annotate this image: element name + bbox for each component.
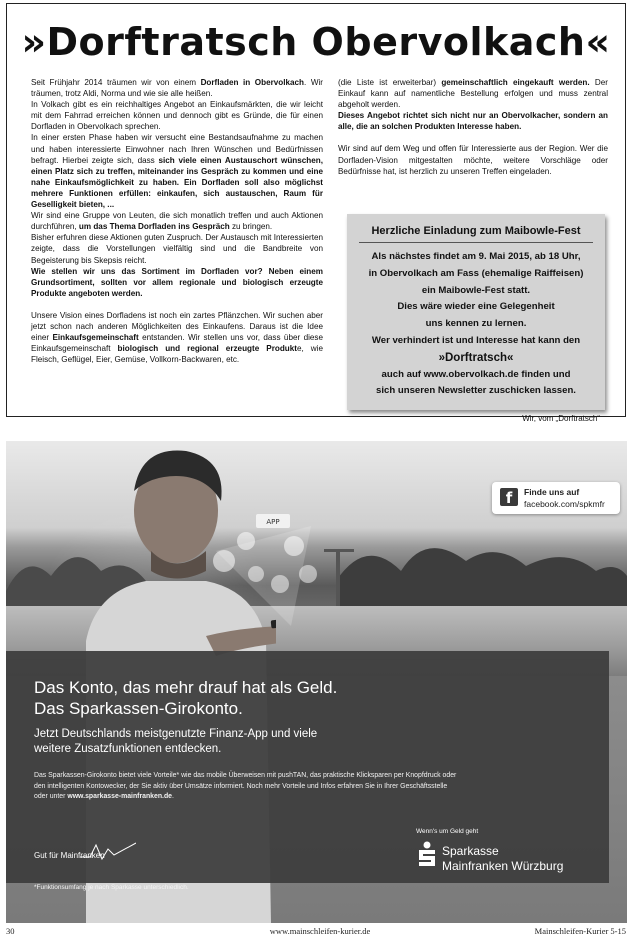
bold-text: Wie stellen wir uns das Sortiment im Dorfladen vor? Neben einem Grundsortiment, sollten vor allem regionale und biologisch erzeugte Produkte angeboten werden. bbox=[31, 266, 323, 298]
ad-subheadline bbox=[34, 727, 317, 757]
invitation-title: Herzliche Einladung zum Maibowle-Fest bbox=[359, 225, 593, 243]
article-left-column bbox=[31, 77, 323, 365]
paragraph: Wir sind auf dem Weg und offen für Interessierte aus der Region. Wer die Dorfladen-Vision mitgestalten möchte, weitere Vorschläge oder Bedürfnisse hat, ist herzlich zu unseren Treffen eingeladen. bbox=[338, 144, 608, 176]
body-line: Das Sparkassen-Girokonto bietet viele Vorteile* wie das mobile Überweisen mit pushTAN, das praktische Klicksparen per Knopfdruck oder bbox=[34, 772, 457, 779]
facebook-icon: f bbox=[500, 488, 518, 506]
bold-text: gemeinschaftlich eingekauft werden. bbox=[441, 78, 590, 87]
bold-text: Dieses Angebot richtet sich nicht nur an Obervolkacher, sondern an alle, die an solchen Produkten Interesse haben. bbox=[338, 111, 608, 132]
article-box bbox=[6, 3, 626, 417]
body-line-suffix: . bbox=[172, 793, 174, 801]
body-line bbox=[34, 792, 594, 803]
floating-app-icons bbox=[196, 506, 326, 626]
invitation-box bbox=[347, 214, 605, 410]
article-signature: Wir, vom „Dorftratsch“ bbox=[522, 414, 600, 423]
sparkasse-link[interactable]: www.sparkasse-mainfranken.de bbox=[67, 793, 173, 801]
invitation-line: sich unseren Newsletter zuschicken lassen. bbox=[376, 385, 576, 397]
article-title: »Dorftratsch Obervolkach« bbox=[21, 20, 611, 64]
paragraph: Wir sind eine Gruppe von Leuten, die sich monatlich treffen und auch Aktionen durchführen, um das Thema Dorfladen ins Gespräch zu bringen. bbox=[31, 211, 323, 232]
bold-text: Dorfladen in Obervolkach bbox=[200, 78, 305, 87]
headline-line: Das Konto, das mehr drauf hat als Geld. bbox=[34, 678, 338, 697]
ad-footnote: *Funktionsumfang je nach Sparkasse unterschiedlich. bbox=[34, 884, 189, 891]
invitation-line: in Obervolkach am Fass (ehemalige Raiffeisen) bbox=[368, 267, 584, 279]
body-line-prefix: oder unter bbox=[34, 793, 68, 801]
invitation-line: Dies wäre wieder eine Gelegenheit bbox=[397, 301, 555, 313]
paragraph bbox=[31, 266, 323, 299]
sparkasse-name bbox=[442, 844, 563, 874]
invitation-line: uns kennen zu lernen. bbox=[425, 318, 527, 330]
paragraph-gap bbox=[31, 299, 323, 310]
ad-body-text bbox=[34, 771, 594, 803]
paragraph: Bisher erfuhren diese Aktionen guten Zuspruch. Der Austausch mit Interessierten zeigte, dass die Vorstellungen vielfältig sind und die Bandbreite von Begeisterung bis Skepsis reicht. bbox=[31, 233, 323, 265]
invitation-line: ein Maibowle-Fest statt. bbox=[421, 284, 531, 296]
invitation-line: Als nächstes findet am 9. Mai 2015, ab 18 Uhr, bbox=[371, 251, 581, 262]
sparkasse-logo-icon bbox=[418, 841, 436, 867]
sparkasse-name-line: Sparkasse bbox=[442, 844, 499, 858]
paragraph: Seit Frühjahr 2014 träumen wir von einem Dorfladen in Obervolkach. Wir träumen, trotz Aldi, Norma und wie sie alle heißen. bbox=[31, 78, 323, 99]
sparkasse-advertisement bbox=[6, 441, 627, 923]
invitation-line: Wer verhindert ist und Interesse hat kann den bbox=[371, 334, 581, 346]
gut-fuer-mainfranken: Gut für Mainfranken bbox=[34, 851, 105, 860]
facebook-line1: Finde uns auf bbox=[524, 487, 580, 497]
facebook-badge[interactable] bbox=[492, 482, 620, 514]
bold-text: um das Thema Dorfladen ins Gespräch bbox=[78, 222, 230, 232]
invitation-line: auch auf www.obervolkach.de finden und bbox=[381, 368, 571, 380]
headline-line: Das Sparkassen-Girokonto. bbox=[34, 699, 243, 718]
paragraph: In einer ersten Phase haben wir versucht eine Bestandsaufnahme zu machen und haben interessierte Einwohner nach Ihren Wünschen und Bedürfnissen befragt. Hierbei zeigte sich, dass sich viele einen Austauschort wünschen, einen Platz sich zu treffen, miteinander ins Gespräch zu kommen und eine nahe Einkaufsmöglichkeit zu haben. Ein Dorfladen soll also möglichst mehrere Funktionen erfüllen: einkaufen, sich austauschen, Raum für Geselligkeit bieten, ... bbox=[31, 133, 323, 210]
footer-url[interactable]: www.mainschleifen-kurier.de bbox=[269, 926, 371, 936]
app-label: APP bbox=[266, 518, 280, 526]
sparkasse-name-line: Mainfranken Würzburg bbox=[442, 859, 564, 873]
bold-text: biologisch und regional erzeugte Produkt bbox=[117, 344, 297, 354]
page-number: 30 bbox=[6, 926, 15, 936]
subheadline-line: weitere Zusatzfunktionen entdecken. bbox=[34, 743, 222, 755]
paragraph bbox=[338, 110, 608, 132]
facebook-url[interactable]: facebook.com/spkmfr bbox=[524, 499, 605, 509]
invitation-brand: »Dorftratsch« bbox=[438, 351, 514, 364]
bold-text: sich viele einen Austauschort wünschen, einen Platz sich zu treffen, miteinander ins Gespräch zu kommen und eine nahe Einkaufsmöglichkeit zu haben. Ein Dorfladen soll also möglichst mehrere Funktionen erfüllen: einkaufen, sich austauschen, Raum für Geselligkeit bieten, ... bbox=[31, 155, 323, 210]
body-line: den intelligenten Kontowecker, der Sie aktiv über Umsätze informiert. Noch mehr Vorteile und Infos erfahren Sie in Ihrer Geschäftsstelle bbox=[34, 782, 448, 790]
ad-headline bbox=[34, 677, 337, 719]
paragraph: Unsere Vision eines Dorfladens ist noch ein zartes Pflänzchen. Wir suchen aber jetzt schon nach anderen Möglichkeiten des Einkaufens. Daraus ist die Idee einer Einkaufsgemeinschaft entstanden. Wir stellen uns vor, dass über diese Einkaufsgemeinschaft biologisch und regional erzeugte Produkte, wie Fleisch, Geflügel, Eier, Gemüse, Vollkorn-Backwaren, etc. bbox=[31, 310, 324, 365]
paragraph: In Volkach gibt es ein reichhaltiges Angebot an Einkaufsmärkten, die wir leicht mit dem Fahrrad erreichen können und dennoch gibt es Gründe, die für einen Dorfladen in Obervolkach sprechen. bbox=[31, 100, 323, 132]
paragraph: (die Liste ist erweiterbar) gemeinschaftlich eingekauft werden. Der Einkauf kann auf namentliche Bestellung erfolgen und muss zentral abgeholt werden. bbox=[338, 78, 608, 110]
footer-issue: Mainschleifen-Kurier 5-15 bbox=[534, 926, 626, 936]
invitation-body bbox=[347, 249, 605, 400]
article-right-column bbox=[338, 77, 608, 177]
subheadline-line: Jetzt Deutschlands meistgenutzte Finanz-App und viele bbox=[34, 728, 318, 740]
bold-text: Einkaufsgemeinschaft bbox=[52, 333, 139, 343]
paragraph-gap bbox=[338, 132, 608, 143]
ad-text-panel bbox=[6, 651, 609, 883]
sparkasse-slogan: Wenn's um Geld geht bbox=[416, 828, 479, 835]
